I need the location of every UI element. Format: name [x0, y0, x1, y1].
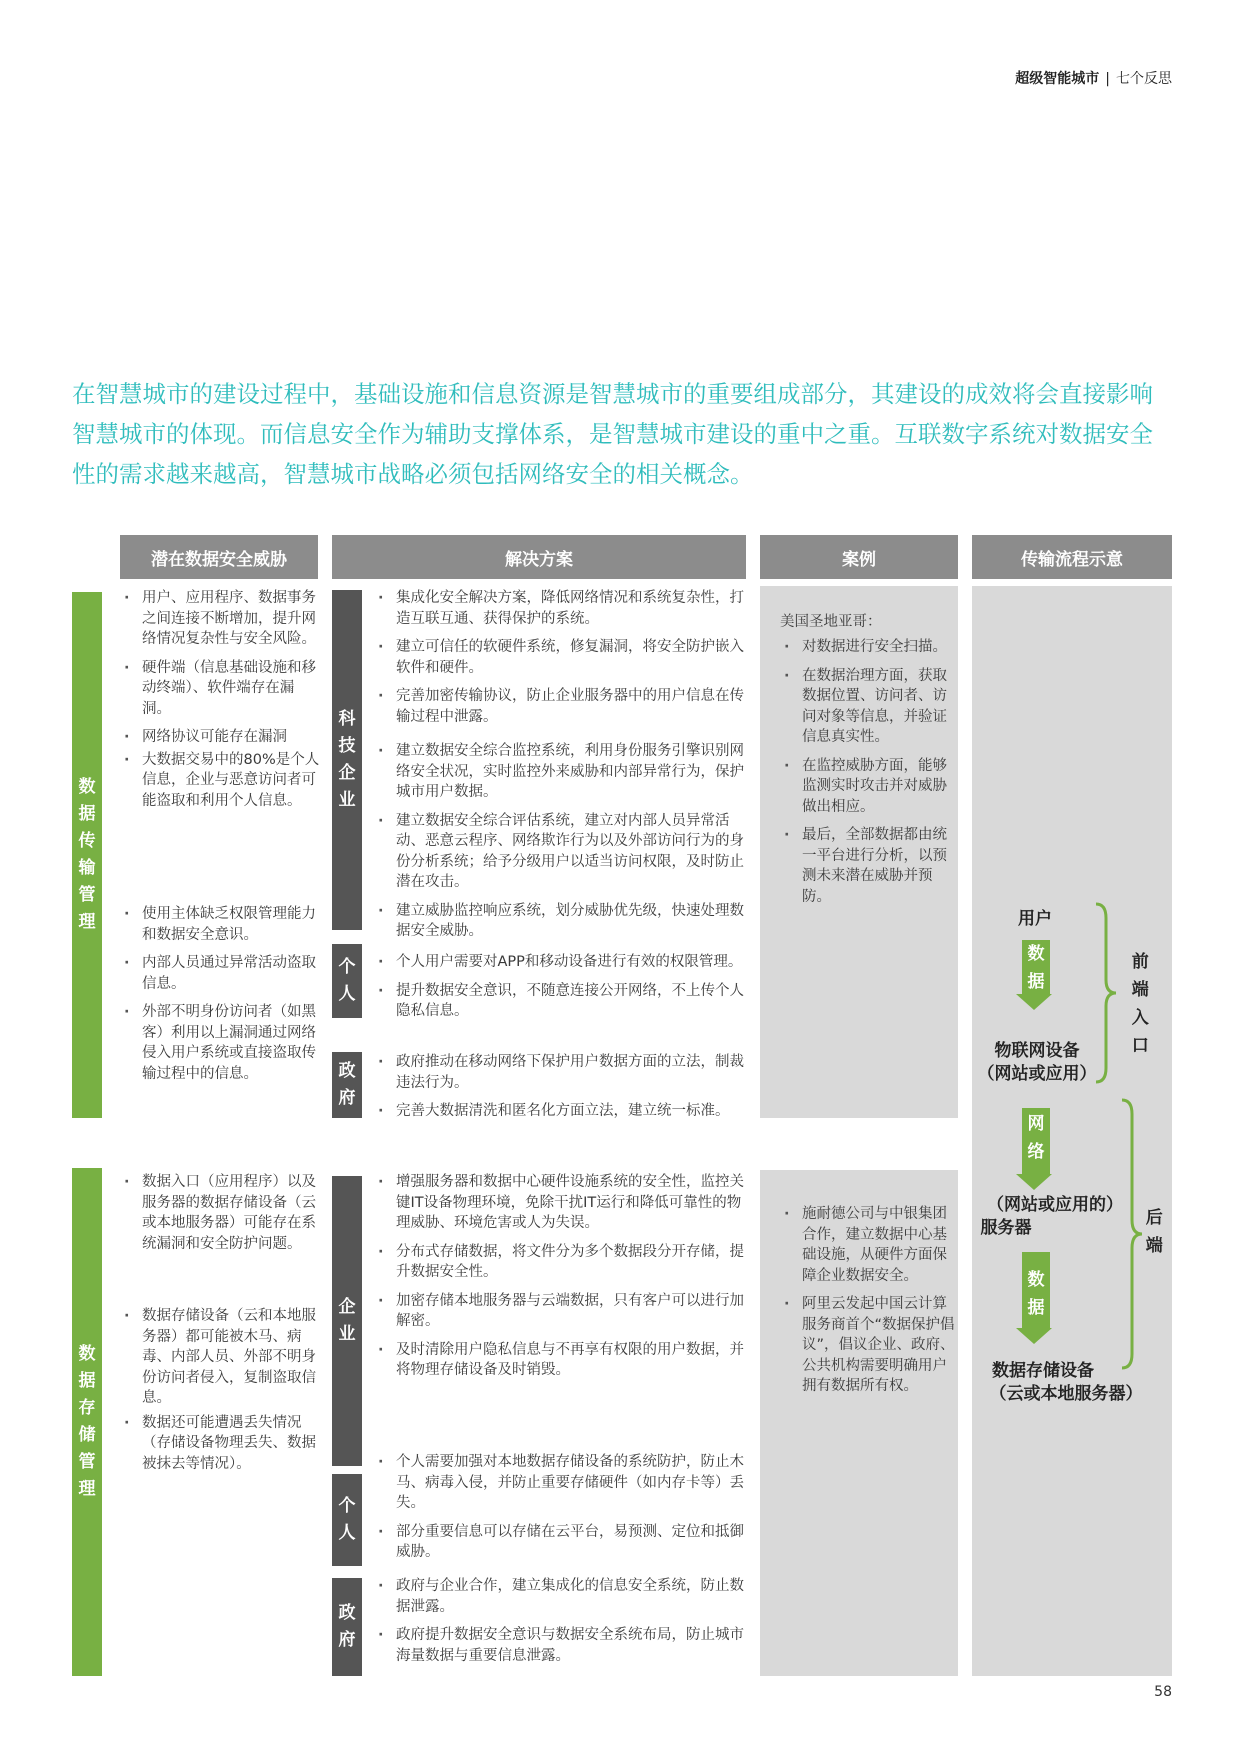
list-item: · 分布式存储数据，将文件分为多个数据段分开存储，提升数据安全性。 [374, 1242, 748, 1283]
page-number: 58 [1154, 1684, 1172, 1700]
list-item: · 部分重要信息可以存储在云平台，易预测、定位和抵御威胁。 [374, 1522, 748, 1563]
solution-label-government-2: 政府 [332, 1578, 362, 1676]
header-solutions: 解决方案 [332, 535, 746, 579]
list-item: · 集成化安全解决方案，降低网络情况和系统复杂性，打造互联互通、获得保护的系统。 [374, 588, 748, 629]
solution-label-individual: 个人 [332, 944, 362, 1018]
running-header [1015, 68, 1172, 88]
flow-user: 用户 [1018, 909, 1052, 929]
list-item: · 完善加密传输协议，防止企业服务器中的用户信息在传输过程中泄露。 [374, 686, 748, 727]
list-item: · 数据存储设备（云和本地服务器）都可能被木马、病毒、内部人员、外部不明身份访问者侵入，复制盗取信息。 [120, 1306, 320, 1409]
solutions-enterprise [374, 1172, 748, 1381]
solution-label-government: 政府 [332, 1052, 362, 1118]
flow-storage-note: （云或本地服务器） [989, 1384, 1143, 1404]
intro-paragraph: 在智慧城市的建设过程中，基础设施和信息资源是智慧城市的重要组成部分，其建设的成效将会直接影响智慧城市的体现。而信息安全作为辅助支撑体系，是智慧城市建设的重中之重。互联数字系统对数据安全性的需求越来越高，智慧城市战略必须包括网络安全的相关概念。 [72, 380, 1153, 488]
header-separator: | [1105, 71, 1110, 87]
list-item: · 对数据进行安全扫描。 [780, 637, 956, 658]
solution-label-tech-enterprise: 科技企业 [332, 590, 362, 930]
list-item: · 在数据治理方面，获取数据位置、访问者、访问对象等信息，并验证信息真实性。 [780, 666, 956, 748]
list-item: · 建立可信任的软硬件系统，修复漏洞，将安全防护嵌入软件和硬件。 [374, 637, 748, 678]
threats-storage-a [120, 1172, 320, 1254]
case-intro: 美国圣地亚哥： [780, 614, 882, 630]
header-threats: 潜在数据安全威胁 [120, 535, 318, 579]
list-item: · 外部不明身份访问者（如黑客）利用以上漏洞通过网络侵入用户系统或直接盗取传输过程中的信息。 [120, 1002, 320, 1084]
list-item: · 用户、应用程序、数据事务之间连接不断增加，提升网络情况复杂性与安全风险。 [120, 588, 320, 650]
list-item: · 使用主体缺乏权限管理能力和数据安全意识。 [120, 904, 320, 945]
solution-label-enterprise: 企业 [332, 1176, 362, 1466]
flow-storage: 数据存储设备 [992, 1361, 1094, 1381]
flow-arrow-network: 网络 [1022, 1108, 1050, 1190]
publication-title: 超级智能城市 [1015, 71, 1100, 87]
list-item: · 最后，全部数据都由统一平台进行分析，以预测未来潜在威胁并预防。 [780, 825, 956, 907]
threats-transmission-b [120, 904, 320, 1084]
list-item: · 大数据交易中的80%是个人信息，企业与恶意访问者可能盗取和利用个人信息。 [120, 750, 320, 812]
list-item: · 个人需要加强对本地数据存储设备的系统防护，防止木马、病毒入侵，并防止重要存储硬件（如内存卡等）丢失。 [374, 1452, 748, 1514]
list-item: · 阿里云发起中国云计算服务商首个“数据保护倡议”，倡议企业、政府、公共机构需要明确用户拥有数据所有权。 [780, 1294, 956, 1397]
list-item: · 数据还可能遭遇丢失情况（存储设备物理丢失、数据被抹去等情况）。 [120, 1413, 320, 1475]
flow-iot-note: （网站或应用） [977, 1064, 1097, 1084]
list-item: · 建立数据安全综合评估系统，建立对内部人员异常活动、恶意云程序、网络欺诈行为以及外部访问行为的身份分析系统；给予分级用户以适当访问权限，及时防止潜在攻击。 [374, 811, 748, 893]
flow-server: 服务器 [980, 1218, 1032, 1238]
front-end-brace [1092, 902, 1120, 1084]
flow-arrow-data-2: 数据 [1022, 1252, 1050, 1344]
flow-server-note: （网站或应用的） [987, 1195, 1123, 1215]
list-item: · 在监控威胁方面，能够监测实时攻击并对威胁做出相应。 [780, 756, 956, 818]
list-item: · 及时清除用户隐私信息与不再享有权限的用户数据，并将物理存储设备及时销毁。 [374, 1340, 748, 1381]
list-item: · 内部人员通过异常活动盗取信息。 [120, 953, 320, 994]
threats-transmission-a [120, 588, 320, 811]
section-title: 七个反思 [1116, 71, 1172, 87]
list-item: · 施耐德公司与中银集团合作，建立数据中心基础设施，从硬件方面保障企业数据安全。 [780, 1204, 956, 1286]
back-end-brace [1118, 1098, 1146, 1370]
list-item: · 建立数据安全综合监控系统，利用身份服务引擎识别网络安全状况，实时监控外来威胁和内部异常行为，保护城市用户数据。 [374, 741, 748, 803]
list-item: · 硬件端（信息基础设施和移动终端）、软件端存在漏洞。 [120, 658, 320, 720]
solutions-government-2 [374, 1576, 748, 1666]
list-item: · 建立威胁监控响应系统，划分威胁优先级，快速处理数据安全威胁。 [374, 901, 748, 942]
list-item: · 个人用户需要对APP和移动设备进行有效的权限管理。 [374, 952, 748, 973]
header-flow: 传输流程示意 [972, 535, 1172, 579]
list-item: · 政府与企业合作，建立集成化的信息安全系统，防止数据泄露。 [374, 1576, 748, 1617]
solutions-individual [374, 952, 748, 1022]
list-item: · 政府提升数据安全意识与数据安全系统布局，防止城市海量数据与重要信息泄露。 [374, 1625, 748, 1666]
list-item: · 完善大数据清洗和匿名化方面立法，建立统一标准。 [374, 1101, 748, 1122]
solutions-tech-enterprise [374, 588, 748, 942]
list-item: · 政府推动在移动网络下保护用户数据方面的立法，制裁违法行为。 [374, 1052, 748, 1093]
cases-storage [780, 1204, 956, 1397]
section-label-transmission: 数据传输管理 [72, 592, 102, 1118]
flow-arrow-data-1: 数据 [1022, 940, 1050, 1010]
flow-iot-device: 物联网设备 [994, 1041, 1080, 1061]
list-item: · 网络协议可能存在漏洞 [120, 727, 320, 748]
solutions-individual-2 [374, 1452, 748, 1563]
list-item: · 增强服务器和数据中心硬件设施系统的安全性，监控关键IT设备物理环境，免除干扰IT运行和降低可靠性的物理威胁、环境危害或人为失误。 [374, 1172, 748, 1234]
solution-label-individual-2: 个人 [332, 1474, 362, 1566]
flow-front-label: 前端入口 [1131, 952, 1149, 1056]
list-item: · 提升数据安全意识，不随意连接公开网络，不上传个人隐私信息。 [374, 981, 748, 1022]
threats-storage-b [120, 1306, 320, 1474]
section-label-storage: 数据存储管理 [72, 1168, 102, 1676]
flow-back-label: 后端 [1145, 1208, 1163, 1256]
cases-transmission [780, 612, 956, 907]
solutions-government [374, 1052, 748, 1122]
header-cases: 案例 [760, 535, 958, 579]
list-item: · 数据入口（应用程序）以及服务器的数据存储设备（云或本地服务器）可能存在系统漏洞和安全防护问题。 [120, 1172, 320, 1254]
list-item: · 加密存储本地服务器与云端数据，只有客户可以进行加解密。 [374, 1291, 748, 1332]
